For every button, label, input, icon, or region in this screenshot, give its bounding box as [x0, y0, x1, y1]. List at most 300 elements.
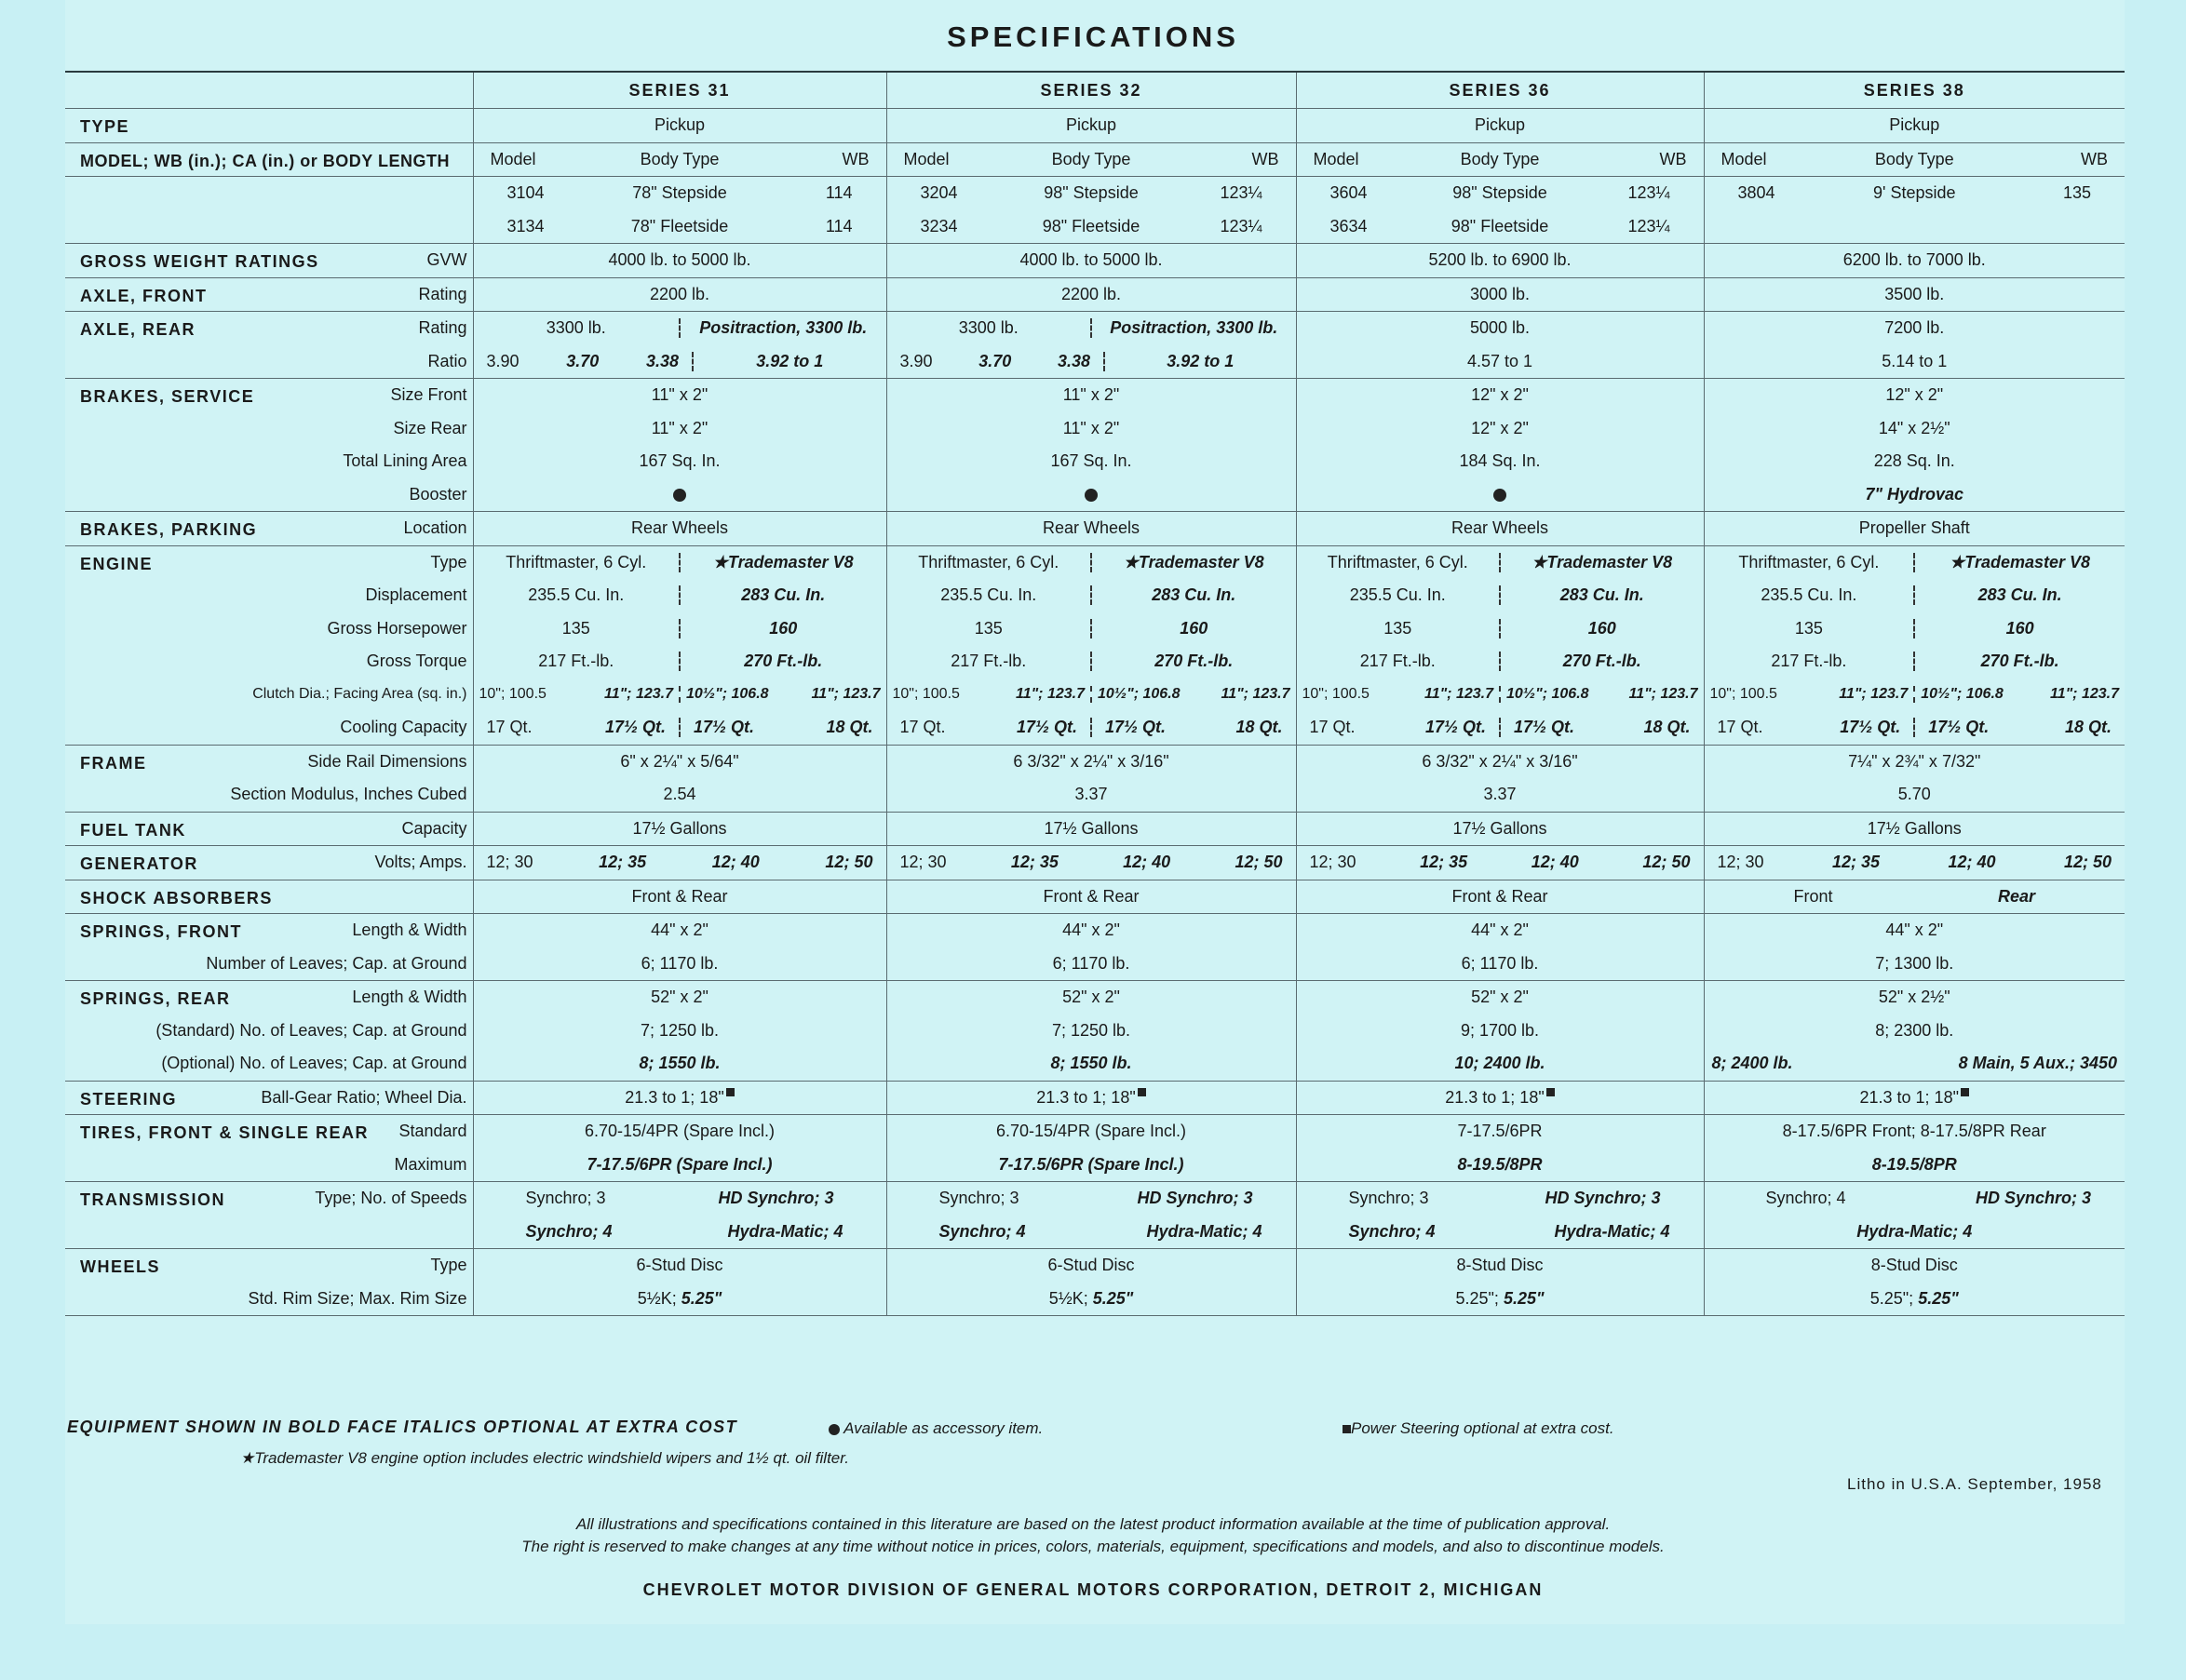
spec-value: 217 Ft.-lb. [1771, 652, 1847, 671]
disclaimer-line-2: The right is reserved to make changes at any time without notice in prices, colors, materials, equipment, specifications and models, and also to discontinue models. [521, 1538, 1665, 1555]
spec-value: WB [2081, 149, 2108, 168]
spec-value: 78" Stepside [632, 183, 727, 203]
spec-value: Synchro; 4 [938, 1221, 1026, 1241]
tires-max-row [65, 1149, 2125, 1182]
spec-value: 12; 30 [486, 853, 533, 872]
spec-value: 98" Fleetside [1042, 216, 1140, 235]
springs-rear-len-row [65, 981, 2125, 1015]
spec-value: 4000 lb. to 5000 lb. [473, 244, 886, 278]
spec-value: 44" x 2" [1296, 914, 1704, 948]
spec-value: Gross Horsepower [327, 618, 467, 638]
spec-value: 12; 30 [1309, 853, 1356, 872]
spec-value: HD Synchro; 3 [1137, 1189, 1253, 1208]
series-header-row [65, 72, 2125, 109]
spec-value: 4.57 to 1 [1296, 345, 1704, 379]
springs-front-leaves-row [65, 948, 2125, 981]
spec-value: 8 Main, 5 Aux.; 3450 [1958, 1054, 2117, 1073]
spec-value: Clutch Dia.; Facing Area (sq. in.) [252, 686, 467, 703]
spec-value: Front & Rear [886, 880, 1296, 914]
spec-value: Ball-Gear Ratio; Wheel Dia. [261, 1087, 467, 1107]
spec-value: 283 Cu. In. [1090, 585, 1296, 605]
spec-value: Hydra-Matic; 4 [1554, 1221, 1670, 1241]
spec-value: 10"; 100.5 [1302, 686, 1370, 703]
spec-value: 7¼" x 2¾" x 7/32" [1704, 745, 2125, 778]
spec-value: Gross Torque [366, 652, 467, 671]
spec-value: Cooling Capacity [65, 711, 473, 745]
spec-value: 44" x 2" [473, 914, 886, 948]
spec-value: Std. Rim Size; Max. Rim Size [65, 1283, 473, 1316]
power-steering-note [1341, 1419, 1614, 1438]
spec-value: 5½K; [1048, 1288, 1088, 1308]
spec-value: 10"; 100.5 [479, 686, 546, 703]
spec-value: 10"; 100.5 [1709, 686, 1777, 703]
tires-std-row [65, 1115, 2125, 1149]
spec-value: 12; 40 [711, 853, 760, 872]
spec-value: Synchro; 4 [525, 1221, 613, 1241]
spec-value: 98" Stepside [1044, 183, 1139, 203]
spec-value: 17 Qt. [899, 718, 946, 737]
spec-value: 9' Stepside [1873, 183, 1956, 203]
spec-value: 17½ Qt. [1840, 718, 1901, 737]
spec-value: Ratio [65, 345, 473, 379]
section-label: AXLE, REAR [80, 320, 196, 339]
spec-value: Synchro; 3 [1348, 1189, 1429, 1208]
section-label: FRAME [80, 753, 147, 773]
power-steering-square-icon [726, 1088, 735, 1096]
spec-value: WB [1659, 149, 1687, 168]
section-label: WHEELS [80, 1257, 161, 1276]
spec-value: 270 Ft.-lb. [1499, 652, 1704, 671]
spec-value: 3804 [1737, 183, 1775, 203]
section-label: SPRINGS, FRONT [80, 922, 243, 941]
spec-value: Size Rear [393, 418, 467, 437]
gvw-row [65, 244, 2125, 278]
spec-value: 135 [1383, 618, 1412, 638]
spec-value: Rear Wheels [886, 512, 1296, 546]
spec-value: 7200 lb. [1704, 312, 2125, 345]
spec-value: 3234 [920, 216, 958, 235]
spec-value: 3604 [1329, 183, 1368, 203]
steering-row [65, 1081, 2125, 1115]
spec-value: 8; 2300 lb. [1704, 1015, 2125, 1048]
engine-type-row [65, 545, 2125, 579]
spec-value: 9; 1700 lb. [1296, 1015, 1704, 1048]
spec-value: 3104 [506, 183, 545, 203]
spec-value: 17 Qt. [1309, 718, 1356, 737]
bold-italic-note: EQUIPMENT SHOWN IN BOLD FACE ITALICS OPTIONAL AT EXTRA COST [67, 1418, 738, 1436]
spec-value: 12; 30 [899, 853, 947, 872]
spec-value: 5.14 to 1 [1704, 345, 2125, 379]
spec-value: 17 Qt. [1717, 718, 1763, 737]
spec-value: 283 Cu. In. [1913, 585, 2125, 605]
spec-value: 17½ Gallons [473, 812, 886, 846]
spec-value: 5000 lb. [1296, 312, 1704, 345]
spec-value: (Optional) No. of Leaves; Cap. at Ground [65, 1047, 473, 1081]
spec-value: Rear Wheels [1296, 512, 1704, 546]
spec-value: 6 3/32" x 2¼" x 3/16" [886, 745, 1296, 778]
spec-value: 98" Fleetside [1451, 216, 1549, 235]
spec-value: 21.3 to 1; 18" [1859, 1087, 1959, 1107]
spec-value: Type; No. of Speeds [315, 1189, 467, 1208]
spec-value: Model [903, 149, 950, 168]
spec-value: 5.25" [681, 1288, 722, 1308]
section-label: STEERING [80, 1089, 178, 1109]
spec-value: 135 [2062, 183, 2091, 203]
spec-value: 17½ Gallons [886, 812, 1296, 846]
spec-value: 6.70-15/4PR (Spare Incl.) [886, 1115, 1296, 1149]
engine-torque-row [65, 645, 2125, 679]
section-label: GENERATOR [80, 854, 198, 873]
spec-value: 7; 1250 lb. [886, 1015, 1296, 1048]
spec-value: 11"; 123.7 [603, 686, 673, 703]
section-label: TYPE [80, 117, 130, 136]
spec-value: 6-Stud Disc [886, 1249, 1296, 1283]
section-label: BRAKES, PARKING [80, 520, 258, 539]
spec-value: Thriftmaster, 6 Cyl. [1738, 552, 1880, 571]
spec-value: 3.92 to 1 [692, 352, 886, 371]
spec-value: 7-17.5/6PR (Spare Incl.) [473, 1149, 886, 1182]
spec-value: Length & Width [352, 921, 467, 940]
spec-value: 217 Ft.-lb. [538, 652, 614, 671]
spec-value: Rear [1997, 886, 2035, 906]
spec-value: 5.25"; [1869, 1288, 1914, 1308]
spec-value: Displacement [365, 585, 467, 605]
spec-value: 123¼ [1220, 183, 1262, 203]
springs-rear-opt-row [65, 1047, 2125, 1081]
accessory-dot-icon [673, 489, 686, 502]
spec-value: HD Synchro; 3 [1975, 1189, 2091, 1208]
spec-value: 6; 1170 lb. [1296, 948, 1704, 981]
axle-rear-rating-row [65, 312, 2125, 345]
spec-value: 160 [1913, 619, 2125, 638]
spec-value: Rating [418, 318, 467, 338]
spec-value: 11" x 2" [473, 412, 886, 446]
spec-value: 3.90 [899, 351, 933, 370]
spec-value: ★Trademaster V8 [679, 553, 886, 572]
litho-note: Litho in U.S.A. September, 1958 [1847, 1475, 2102, 1493]
spec-value: 8-19.5/8PR [1704, 1149, 2125, 1182]
spec-value: 7; 1300 lb. [1704, 948, 2125, 981]
spec-value: 52" x 2" [1296, 981, 1704, 1015]
spec-value: 3300 lb. [958, 318, 1019, 338]
spec-value: 17½ Qt. [1016, 718, 1077, 737]
brakes-front-row [65, 379, 2125, 412]
spec-value: 17½ Qt. [1424, 718, 1486, 737]
power-steering-square-icon [1343, 1425, 1351, 1433]
spec-value: 8-Stud Disc [1704, 1249, 2125, 1283]
spec-value: 12" x 2" [1296, 412, 1704, 446]
spec-value: 2200 lb. [886, 277, 1296, 312]
spec-value: 114 [825, 183, 853, 203]
spec-value: 8; 1550 lb. [886, 1047, 1296, 1081]
spec-value: Front & Rear [1296, 880, 1704, 914]
spec-value: 6.70-15/4PR (Spare Incl.) [473, 1115, 886, 1149]
spec-value: 2.54 [473, 778, 886, 812]
spec-value: Section Modulus, Inches Cubed [65, 778, 473, 812]
frame-rail-row [65, 745, 2125, 778]
spec-value: HD Synchro; 3 [718, 1189, 834, 1208]
spec-value: Booster [65, 478, 473, 512]
spec-value: Location [403, 518, 467, 538]
spec-value: 10½"; 106.8 [1921, 686, 2004, 703]
page-title: SPECIFICATIONS [947, 20, 1239, 53]
spec-value: 10; 2400 lb. [1296, 1047, 1704, 1081]
spec-value: 10½"; 106.8 [1506, 686, 1589, 703]
spec-value: Total Lining Area [343, 451, 467, 471]
spec-value: 12; 35 [1010, 853, 1059, 872]
spec-value: 8-19.5/8PR [1296, 1149, 1704, 1182]
v8-note: ★Trademaster V8 engine option includes electric windshield wipers and 1½ qt. oil filter. [240, 1449, 850, 1467]
spec-value: Available as accessory item. [843, 1419, 1044, 1437]
spec-value: 5200 lb. to 6900 lb. [1296, 244, 1704, 278]
spec-value: Thriftmaster, 6 Cyl. [918, 552, 1059, 571]
spec-value: 11" x 2" [886, 379, 1296, 412]
spec-value: 8-Stud Disc [1296, 1249, 1704, 1283]
model-header-row [65, 142, 2125, 177]
spec-value: 8; 1550 lb. [473, 1047, 886, 1081]
spec-value: 17½ Qt. [1105, 718, 1167, 737]
spec-value: 283 Cu. In. [1499, 585, 1704, 605]
spec-value: Rating [418, 284, 467, 303]
spec-value: Synchro; 4 [1765, 1189, 1846, 1208]
section-label: SHOCK ABSORBERS [80, 888, 273, 907]
spec-value: 235.5 Cu. In. [1349, 585, 1446, 605]
spec-value: 235.5 Cu. In. [940, 585, 1037, 605]
transmission-row-2 [65, 1216, 2125, 1249]
model-row [65, 210, 2125, 244]
spec-value: Positraction, 3300 lb. [1090, 318, 1296, 338]
spec-value: Side Rail Dimensions [307, 751, 467, 771]
frame-modulus-row [65, 778, 2125, 812]
spec-value: 21.3 to 1; 18" [1445, 1087, 1545, 1107]
model-row [65, 177, 2125, 210]
accessory-note [829, 1419, 1043, 1438]
spec-value: 135 [1794, 618, 1823, 638]
spec-value: Model [1313, 149, 1359, 168]
type-value: Pickup [1704, 109, 2125, 143]
spec-value: 7" Hydrovac [1704, 478, 2125, 512]
spec-value: 3.37 [1296, 778, 1704, 812]
section-label: GROSS WEIGHT RATINGS [80, 252, 319, 271]
spec-value: 6" x 2¼" x 5/64" [473, 745, 886, 778]
spec-value: 3204 [920, 183, 958, 203]
spec-value: 17½ Qt. [604, 718, 666, 737]
spec-value: 7; 1250 lb. [473, 1015, 886, 1048]
spec-value: 3.37 [886, 778, 1296, 812]
spec-value: 135 [561, 618, 590, 638]
spec-value: Synchro; 3 [938, 1189, 1019, 1208]
spec-value: 12; 40 [1948, 853, 1996, 872]
spec-value: Length & Width [352, 988, 467, 1007]
spec-value: 11"; 123.7 [1221, 686, 1290, 703]
spec-value: Model [1720, 149, 1767, 168]
spec-value: (Standard) No. of Leaves; Cap. at Ground [155, 1020, 467, 1040]
spec-value: 3.70 [566, 351, 600, 370]
spec-value: Power Steering optional at extra cost. [1351, 1419, 1614, 1437]
transmission-row-1 [65, 1182, 2125, 1216]
springs-front-len-row [65, 914, 2125, 948]
spec-value: 17½ Qt. [694, 718, 755, 737]
spec-value: 12; 35 [1831, 853, 1881, 872]
spec-value: 228 Sq. In. [1704, 445, 2125, 478]
spec-value: 270 Ft.-lb. [1913, 652, 2125, 671]
spec-value: WB [842, 149, 870, 168]
axle-rear-ratio-row [65, 345, 2125, 379]
type-value: Pickup [1296, 109, 1704, 143]
spec-value: 52" x 2" [473, 981, 886, 1015]
spec-value: 3500 lb. [1704, 277, 2125, 312]
spec-value: Thriftmaster, 6 Cyl. [1327, 552, 1468, 571]
spec-value: 98" Stepside [1452, 183, 1547, 203]
section-label: SPRINGS, REAR [80, 989, 231, 1008]
spec-value: 18 Qt. [1235, 718, 1283, 737]
spec-value: Front [1793, 886, 1833, 906]
section-label: BRAKES, SERVICE [80, 387, 255, 406]
spec-value: 52" x 2" [886, 981, 1296, 1015]
spec-value: 283 Cu. In. [679, 585, 886, 605]
spec-value: 12; 35 [599, 853, 647, 872]
spec-value: Synchro; 3 [525, 1189, 606, 1208]
spec-value: 10½"; 106.8 [1098, 686, 1181, 703]
spec-value: Front & Rear [473, 880, 886, 914]
spec-value: 18 Qt. [1643, 718, 1691, 737]
spec-value: 11"; 123.7 [1424, 686, 1493, 703]
brakes-booster-row [65, 478, 2125, 512]
spec-value: ★Trademaster V8 [1090, 553, 1296, 572]
spec-value: Body Type [640, 149, 720, 168]
spec-value: 114 [825, 216, 853, 235]
spec-value: 217 Ft.-lb. [1359, 652, 1436, 671]
spec-value: 11"; 123.7 [811, 686, 881, 703]
spec-value: 123¼ [1627, 216, 1670, 235]
series-38-header: SERIES 38 [1704, 72, 2125, 109]
axle-front-row [65, 277, 2125, 312]
spec-value: 270 Ft.-lb. [679, 652, 886, 671]
spec-value: 3.38 [645, 351, 679, 370]
fuel-row [65, 812, 2125, 846]
spec-value: Body Type [1874, 149, 1954, 168]
spec-value: 12; 35 [1420, 853, 1468, 872]
spec-value: 12; 50 [1235, 853, 1283, 872]
spec-value: 14" x 2½" [1704, 412, 2125, 446]
spec-value: 2200 lb. [473, 277, 886, 312]
spec-value: Rear Wheels [473, 512, 886, 546]
spec-value: 17½ Qt. [1928, 718, 1990, 737]
spec-value: Type [430, 1256, 467, 1275]
spec-value: 18 Qt. [2064, 718, 2112, 737]
spec-value: 5½K; [637, 1288, 677, 1308]
series-36-header: SERIES 36 [1296, 72, 1704, 109]
spec-value: 10"; 100.5 [892, 686, 960, 703]
spec-value: Body Type [1460, 149, 1540, 168]
spec-value: Capacity [401, 818, 467, 838]
spec-value: 12; 40 [1531, 853, 1579, 872]
spec-value: 3134 [506, 216, 545, 235]
spec-value: 78" Fleetside [630, 216, 729, 235]
spec-value: 17½ Qt. [1514, 718, 1575, 737]
spec-value: 12; 50 [2063, 853, 2112, 872]
spec-value: 44" x 2" [1704, 914, 2125, 948]
spec-value: 4000 lb. to 5000 lb. [886, 244, 1296, 278]
company-name: CHEVROLET MOTOR DIVISION OF GENERAL MOTORS CORPORATION, DETROIT 2, MICHIGAN [642, 1580, 1544, 1599]
spec-value: Hydra-Matic; 4 [1704, 1216, 2125, 1249]
spec-value: 167 Sq. In. [473, 445, 886, 478]
spec-value: 135 [974, 618, 1003, 638]
spec-value: 7-17.5/6PR (Spare Incl.) [886, 1149, 1296, 1182]
generator-row [65, 846, 2125, 880]
spec-value: 270 Ft.-lb. [1090, 652, 1296, 671]
power-steering-square-icon [1961, 1088, 1969, 1096]
spec-value: Thriftmaster, 6 Cyl. [506, 552, 647, 571]
spec-value: 21.3 to 1; 18" [625, 1087, 724, 1107]
spec-value: 12" x 2" [1704, 379, 2125, 412]
spec-value: 12" x 2" [1296, 379, 1704, 412]
spec-value: 5.70 [1704, 778, 2125, 812]
spec-value: 6200 lb. to 7000 lb. [1704, 244, 2125, 278]
spec-value: Model [490, 149, 536, 168]
spec-value: 160 [1090, 619, 1296, 638]
spec-value: 11"; 123.7 [1015, 686, 1085, 703]
spec-value: 3300 lb. [546, 318, 606, 338]
spec-value: WB [1251, 149, 1279, 168]
power-steering-square-icon [1138, 1088, 1146, 1096]
spec-value: 8; 2400 lb. [1711, 1054, 1793, 1073]
section-label: TRANSMISSION [80, 1190, 226, 1209]
spec-value: 6; 1170 lb. [473, 948, 886, 981]
spec-value: 5.25" [1503, 1288, 1545, 1308]
spec-value: Standard [398, 1122, 467, 1141]
power-steering-square-icon [1546, 1088, 1555, 1096]
accessory-dot-icon [1085, 489, 1098, 502]
accessory-dot-icon [829, 1424, 840, 1435]
spec-value: 3000 lb. [1296, 277, 1704, 312]
spec-value: 3.90 [486, 351, 520, 370]
brakes-area-row [65, 445, 2125, 478]
spec-value: GVW [426, 250, 467, 270]
spec-value: Hydra-Matic; 4 [1146, 1221, 1262, 1241]
springs-rear-std-row [65, 1015, 2125, 1048]
spec-value: Propeller Shaft [1704, 512, 2125, 546]
spec-value: 3634 [1329, 216, 1368, 235]
spec-value: Hydra-Matic; 4 [727, 1221, 843, 1241]
spec-value: 8-17.5/6PR Front; 8-17.5/8PR Rear [1704, 1115, 2125, 1149]
section-label: MODEL; WB (in.); CA (in.) or BODY LENGTH [80, 151, 450, 170]
engine-disp-row [65, 579, 2125, 612]
spec-value: 12; 30 [1717, 853, 1764, 872]
spec-value: 11"; 123.7 [2049, 686, 2119, 703]
spec-value: ★Trademaster V8 [1499, 553, 1704, 572]
spec-value: 12; 50 [1642, 853, 1691, 872]
spec-value: HD Synchro; 3 [1545, 1189, 1661, 1208]
spec-value: 6-Stud Disc [473, 1249, 886, 1283]
spec-value: Type [430, 552, 467, 571]
spec-value: ★Trademaster V8 [1913, 553, 2125, 572]
engine-hp-row [65, 612, 2125, 646]
section-label: TIRES, FRONT & SINGLE REAR [80, 1123, 370, 1142]
wheels-type-row [65, 1249, 2125, 1283]
spec-value: Synchro; 4 [1348, 1221, 1436, 1241]
series-32-header: SERIES 32 [886, 72, 1296, 109]
section-label: ENGINE [80, 554, 154, 573]
spec-value: 11"; 123.7 [1628, 686, 1698, 703]
spec-value: 6 3/32" x 2¼" x 3/16" [1296, 745, 1704, 778]
spec-value: 5.25" [1918, 1288, 1959, 1308]
spec-value: 3.92 to 1 [1103, 352, 1296, 371]
spec-value: 44" x 2" [886, 914, 1296, 948]
spec-value: 3.38 [1057, 351, 1090, 370]
spec-value: 12; 50 [825, 853, 873, 872]
spec-value: 10½"; 106.8 [686, 686, 769, 703]
